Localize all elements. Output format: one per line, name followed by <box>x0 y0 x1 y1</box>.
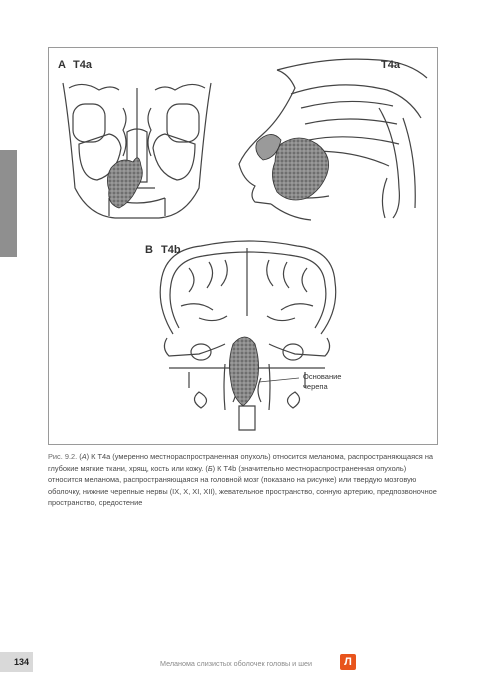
figure-caption <box>48 451 440 509</box>
caption-b-letter: Б <box>207 463 213 473</box>
anatomy-illustration <box>49 48 439 446</box>
caption-part2: ) К T4a (умеренно местнораспространенная опухоль) относится меланома, распространяющаяся на глубокие мягкие ткани, хрящ, кость или кожу. ( <box>48 452 434 473</box>
publisher-logo: Л <box>340 654 356 670</box>
panel-a-stage: T4a <box>73 59 92 71</box>
caption-part3: ) К T4b (значительно местнораспространенная опухоль) относится меланома, распространяющаяся на головной мозг (показано на рисунке) или твердую мозговую оболочку, нижние черепные нервы (IX, X, XI, XII), жевательное пространство, сонную артерию, предпозвоночное пространство, средостение <box>48 463 437 508</box>
caption-part1: ( <box>77 452 82 461</box>
tumor-mass-brain <box>229 337 258 406</box>
chapter-side-tab <box>0 150 17 257</box>
panel-b-stage: T4b <box>161 244 181 256</box>
page-number: 134 <box>0 652 33 672</box>
figure-frame <box>48 47 438 445</box>
callout-skull-base <box>303 372 341 392</box>
caption-label: Рис. 9.2. <box>48 452 78 461</box>
panel-a-letter: A <box>58 59 66 71</box>
running-title: Меланома слизистых оболочек головы и шеи <box>160 659 312 668</box>
caption-a-letter: А <box>81 452 87 461</box>
tumor-mass-coronal <box>107 158 142 208</box>
callout-line2: черепа <box>303 382 328 391</box>
panel-a-side-stage: T4a <box>381 59 400 71</box>
panel-b-letter: B <box>145 244 153 256</box>
coronal-sinus-drawing <box>63 83 211 218</box>
callout-line1: Основание <box>303 372 342 381</box>
tumor-mass-sagittal <box>272 138 328 200</box>
callout-leader-line <box>259 378 299 382</box>
